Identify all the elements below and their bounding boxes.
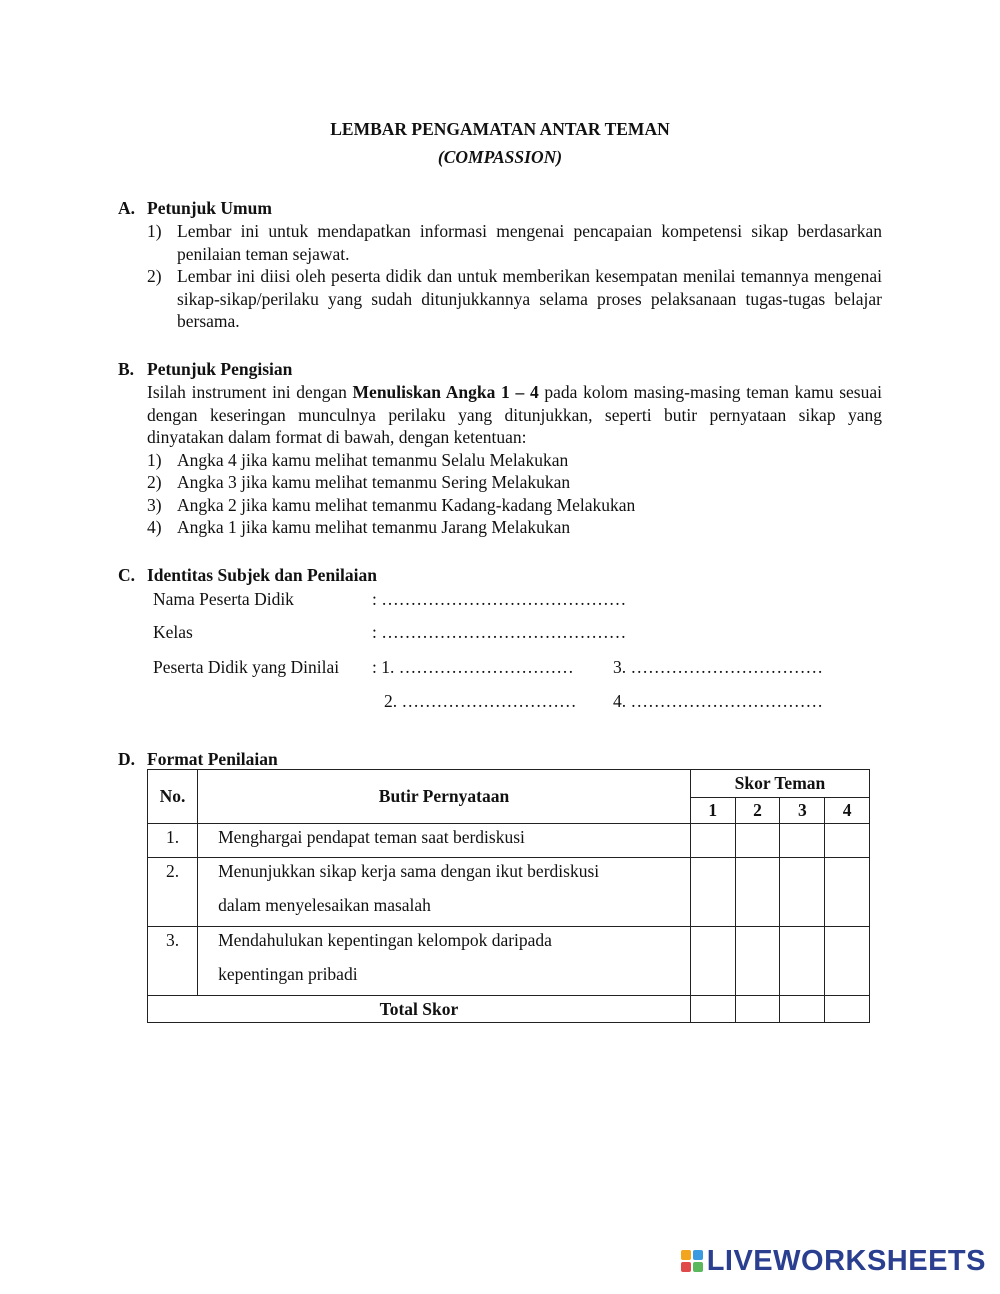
score-cell[interactable] [735,927,780,996]
document-title: LEMBAR PENGAMATAN ANTAR TEMAN [330,119,670,139]
item-number: 2) [147,266,162,286]
statement-line: Menghargai pendapat teman saat berdiskusi [218,827,525,847]
score-cell[interactable] [690,858,735,927]
header-score-1: 1 [690,798,735,824]
liveworksheets-logo-icon [681,1250,703,1272]
section-c-letter: C. [118,565,136,585]
table-row [148,858,870,927]
total-score-cell[interactable] [690,996,735,1023]
section-a-heading [118,197,272,220]
section-a-item [147,265,882,333]
dinilai-label: Peserta Didik yang Dinilai [153,657,340,677]
section-a-title: Petunjuk Umum [147,198,272,218]
score-cell[interactable] [780,824,825,858]
section-a-letter: A. [118,198,136,218]
row-statement [198,927,691,996]
section-b-heading [118,358,292,381]
row-number: 3. [148,927,198,996]
section-d-letter: D. [118,749,136,769]
section-c-heading [118,564,377,587]
intro-text-start: Isilah instrument ini dengan [147,382,353,402]
total-label: Total Skor [148,996,691,1023]
dinilai-field-4[interactable]: 4. …………………………… [613,691,823,711]
section-b-item [147,449,882,472]
table-total-row [148,996,870,1023]
table-row [148,824,870,858]
item-text: Angka 1 jika kamu melihat temanmu Jarang Melakukan [177,517,571,537]
statement-line: Mendahulukan kepentingan kelompok daripada [218,930,552,950]
item-text: Angka 3 jika kamu melihat temanmu Sering Melakukan [177,472,571,492]
section-b-item [147,471,882,494]
liveworksheets-logo-text: LIVEWORKSHEETS [706,1245,986,1277]
item-number: 1) [147,450,162,470]
row-number: 1. [148,824,198,858]
section-c-title: Identitas Subjek dan Penilaian [147,565,377,585]
score-cell[interactable] [825,858,870,927]
section-b-item [147,494,882,517]
total-score-cell[interactable] [735,996,780,1023]
score-cell[interactable] [780,927,825,996]
table-header-row [148,770,870,798]
dinilai-field-1[interactable]: : 1. ………………………… [372,657,574,677]
item-number: 3) [147,495,162,515]
row-statement [198,824,691,858]
score-cell[interactable] [690,824,735,858]
statement-line: kepentingan pribadi [218,964,358,984]
nama-label: Nama Peserta Didik [153,589,294,609]
score-cell[interactable] [825,824,870,858]
assessment-table [147,769,870,1023]
section-b-letter: B. [118,359,135,379]
section-b-title: Petunjuk Pengisian [147,359,293,379]
nama-field[interactable]: : …………………………………… [372,589,627,609]
header-score: Skor Teman [690,770,869,798]
row-statement [198,858,691,927]
item-text: Angka 4 jika kamu melihat temanmu Selalu Melakukan [177,450,569,470]
section-b-intro [147,381,882,449]
table-row [148,927,870,996]
score-cell[interactable] [825,927,870,996]
intro-text-bold: Menuliskan Angka 1 – 4 [352,382,539,402]
liveworksheets-logo [681,1245,986,1277]
item-text: Lembar ini diisi oleh peserta didik dan untuk memberikan kesempatan menilai temannya mengenai sikap-sikap/perilaku yang sudah ditunjukkannya selama proses pelaksanaan tugas-tugas belajar bersama. [177,266,882,331]
row-number: 2. [148,858,198,927]
score-cell[interactable] [735,858,780,927]
score-cell[interactable] [735,824,780,858]
item-number: 2) [147,472,162,492]
kelas-label: Kelas [153,622,193,642]
section-b-item [147,516,882,539]
statement-line: Menunjukkan sikap kerja sama dengan ikut berdiskusi [218,861,600,881]
total-score-cell[interactable] [825,996,870,1023]
score-cell[interactable] [780,858,825,927]
header-score-2: 2 [735,798,780,824]
item-text: Lembar ini untuk mendapatkan informasi mengenai pencapaian kompetensi sikap berdasarkan penilaian teman sejawat. [177,221,882,264]
dinilai-field-3[interactable]: 3. …………………………… [613,657,823,677]
header-score-3: 3 [780,798,825,824]
kelas-field[interactable]: : …………………………………… [372,622,627,642]
total-score-cell[interactable] [780,996,825,1023]
header-no: No. [148,770,198,824]
header-statement: Butir Pernyataan [198,770,691,824]
section-d-heading [118,748,278,771]
document-subtitle: (COMPASSION) [437,147,563,167]
item-number: 4) [147,517,162,537]
item-number: 1) [147,221,162,241]
header-score-4: 4 [825,798,870,824]
statement-line: dalam menyelesaikan masalah [218,895,431,915]
dinilai-field-2[interactable]: 2. ………………………… [384,691,577,711]
item-text: Angka 2 jika kamu melihat temanmu Kadang-kadang Melakukan [177,495,636,515]
section-a-item [147,220,882,265]
score-cell[interactable] [690,927,735,996]
section-d-title: Format Penilaian [147,749,278,769]
intro-text-end: pada kolom masing-masing teman kamu sesuai dengan keseringan munculnya perilaku yang ditunjukkan, seperti butir pernyataan sikap yang dinyatakan dalam format di bawah, dengan ketentuan: [147,382,882,447]
